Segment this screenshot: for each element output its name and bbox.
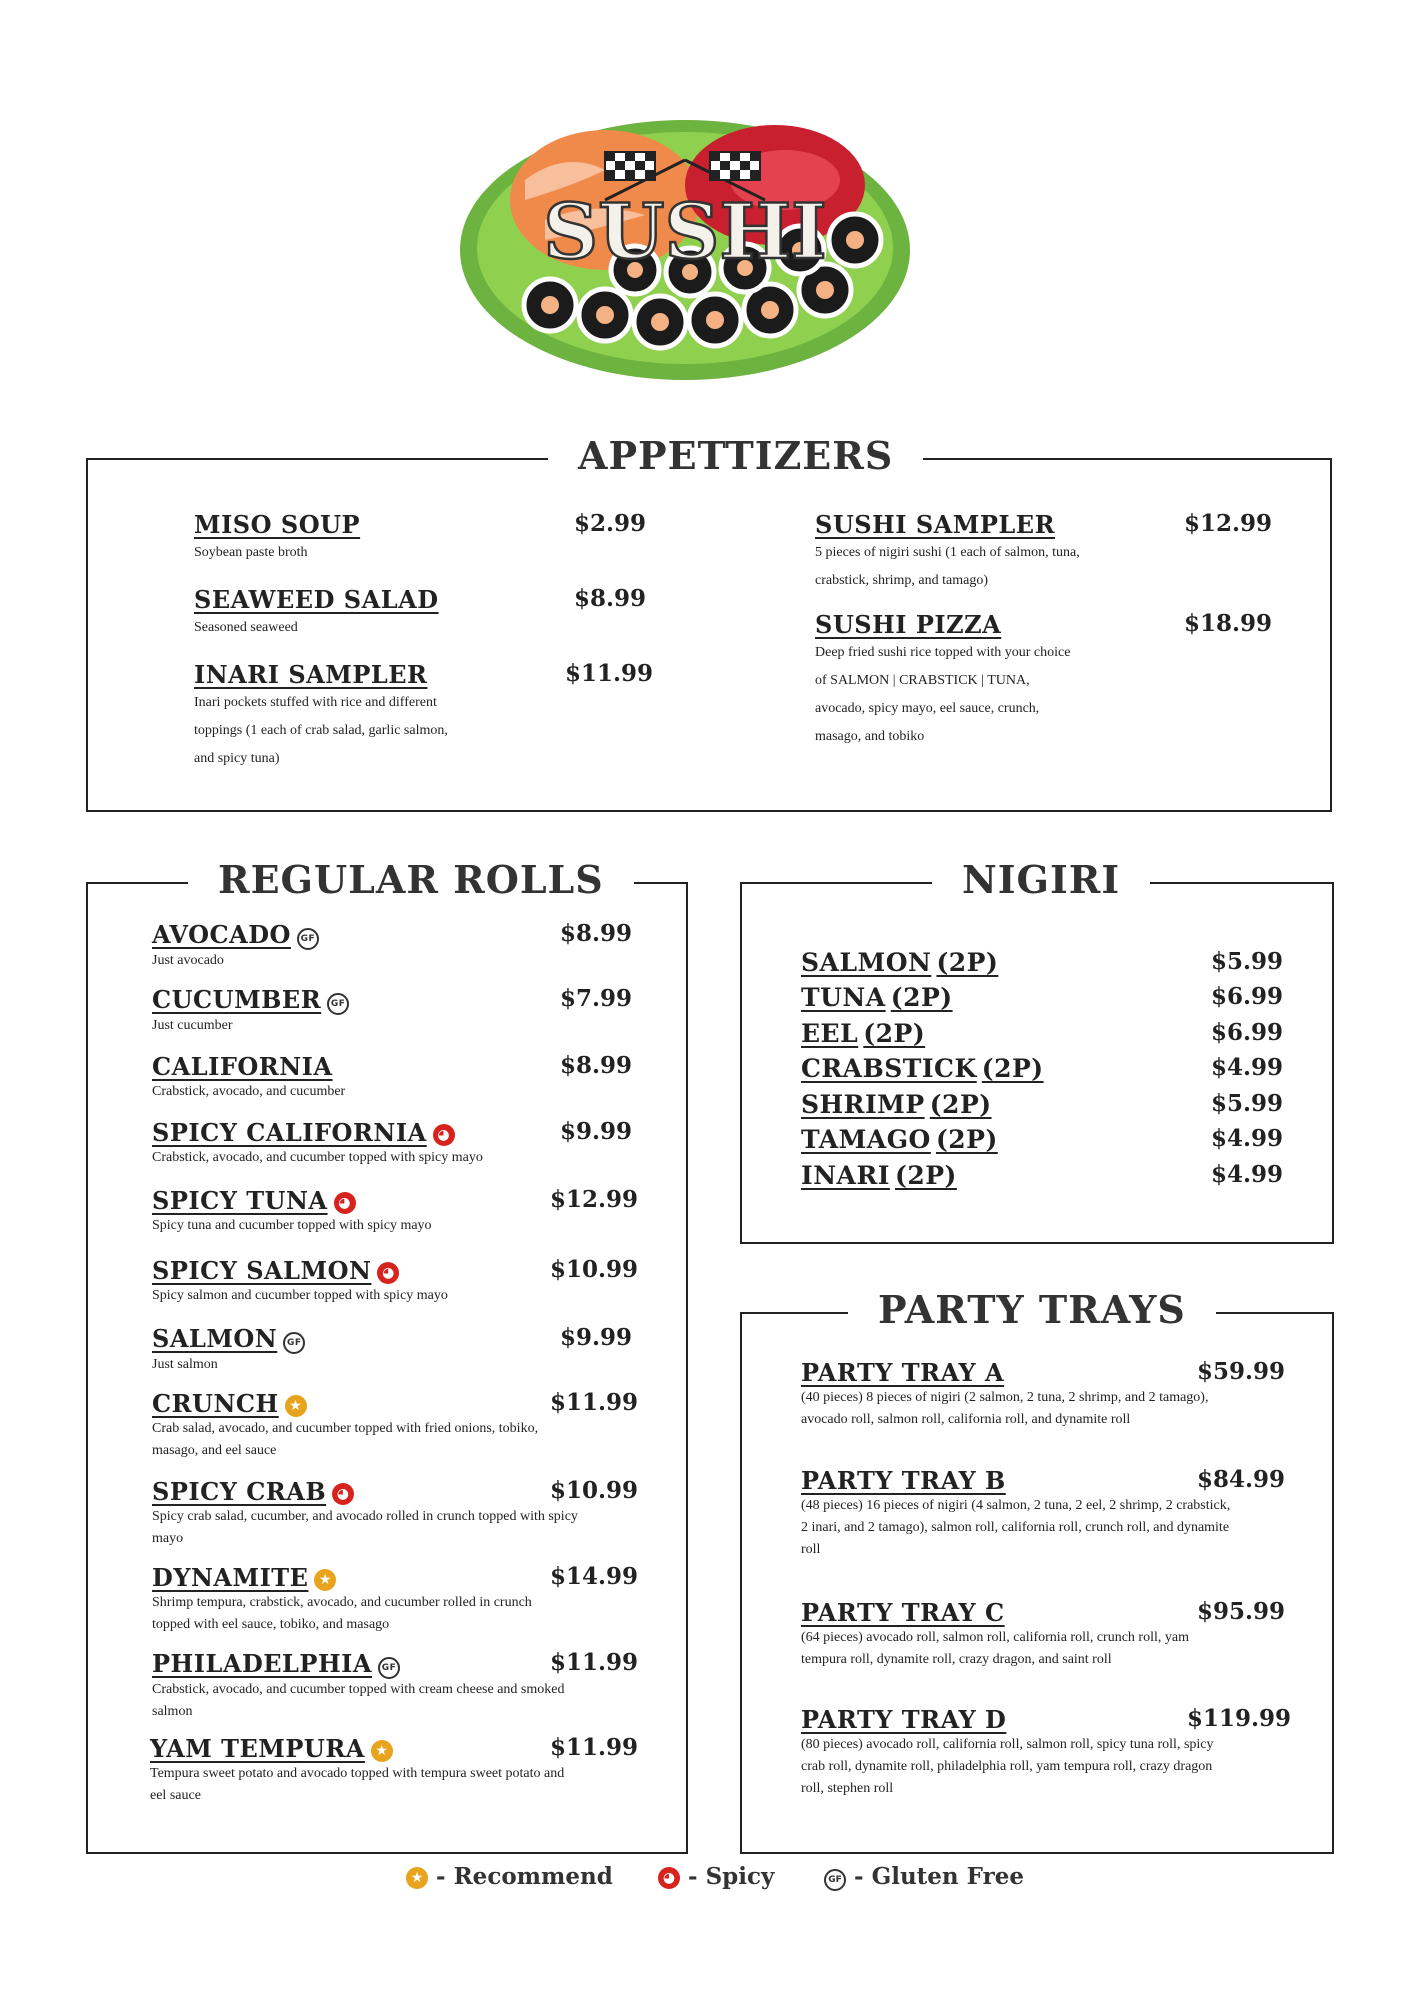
party-trays-section [740, 1287, 1334, 1854]
menu-item [801, 1358, 1286, 1431]
item-desc: mayo [152, 1531, 184, 1546]
item-price: $10.99 [550, 1477, 639, 1504]
item-portion: (2P) [935, 1125, 998, 1154]
item-desc: Soybean paste broth [194, 545, 308, 560]
item-name: MISO SOUP [194, 510, 361, 539]
item-name: CRABSTICK [801, 1054, 977, 1083]
item-price: $18.99 [1184, 610, 1273, 637]
item-desc: tempura roll, dynamite roll, crazy dragon, and saint roll [801, 1652, 1112, 1667]
nigiri-section [740, 857, 1334, 1244]
item-name: AVOCADO GF [152, 920, 622, 950]
party-trays-title: PARTY TRAYS [848, 1288, 1216, 1332]
item-name: PARTY TRAY C [801, 1598, 1005, 1627]
nigiri-row [801, 1054, 1284, 1090]
item-desc: 2 inari, and 2 tamago), salmon roll, california roll, crunch roll, and dynamite [801, 1520, 1230, 1535]
gluten-free-icon: GF [297, 928, 319, 950]
spicy-pepper-icon: ◕ [334, 1192, 356, 1214]
item-name: SPICY TUNA ◕ [152, 1186, 622, 1215]
item-price: $84.99 [1197, 1466, 1286, 1493]
item-desc: Spicy salmon and cucumber topped with spicy mayo [152, 1288, 448, 1303]
item-price: $5.99 [1211, 948, 1284, 975]
legend-spicy-label: - Spicy [688, 1863, 775, 1890]
gluten-free-icon: GF [824, 1869, 846, 1891]
item-price: $59.99 [1197, 1358, 1286, 1385]
menu-item [152, 920, 633, 972]
item-desc: Spicy crab salad, cucumber, and avocado rolled in crunch topped with spicy [152, 1509, 578, 1524]
item-desc: (64 pieces) avocado roll, salmon roll, california roll, crunch roll, yam [801, 1630, 1189, 1645]
item-desc: Crabstick, avocado, and cucumber [152, 1084, 346, 1099]
item-name: SPICY CALIFORNIA ◕ [152, 1118, 622, 1147]
item-desc: Crabstick, avocado, and cucumber topped with spicy mayo [152, 1150, 483, 1165]
item-name: CALIFORNIA [152, 1052, 333, 1081]
menu-item [152, 1256, 639, 1307]
nigiri-row [801, 983, 1284, 1019]
star-icon: ★ [314, 1569, 336, 1591]
item-desc: Shrimp tempura, crabstick, avocado, and cucumber rolled in crunch [152, 1595, 532, 1610]
item-desc: and spicy tuna) [194, 751, 280, 766]
item-desc: roll [801, 1542, 821, 1557]
item-desc: (40 pieces) 8 pieces of nigiri (2 salmon, 2 tuna, 2 shrimp, and 2 tamago), [801, 1390, 1209, 1405]
item-price: $12.99 [1184, 510, 1273, 537]
item-price: $119.99 [1187, 1705, 1292, 1732]
menu-item [152, 1324, 633, 1376]
item-desc: avocado roll, salmon roll, california roll, and dynamite roll [801, 1412, 1131, 1427]
menu-item [152, 1118, 633, 1169]
item-price: $11.99 [550, 1734, 639, 1761]
item-desc: Tempura sweet potato and avocado topped with tempura sweet potato and [150, 1766, 565, 1781]
item-portion: (2P) [936, 948, 999, 977]
item-desc: Just salmon [152, 1357, 218, 1372]
menu-item [152, 1186, 639, 1237]
item-name: CUCUMBER GF [152, 985, 622, 1015]
nigiri-title: NIGIRI [932, 858, 1150, 902]
regular-rolls-title: REGULAR ROLLS [188, 858, 634, 902]
item-price: $4.99 [1211, 1125, 1284, 1152]
item-desc: crab roll, dynamite roll, philadelphia roll, yam tempura roll, crazy dragon [801, 1759, 1213, 1774]
menu-item [815, 610, 1273, 751]
appetizers-title: APPETTIZERS [548, 434, 923, 478]
item-desc: Spicy tuna and cucumber topped with spicy mayo [152, 1218, 432, 1233]
item-desc: salmon [152, 1704, 193, 1719]
item-desc: Just cucumber [152, 1018, 233, 1033]
item-name: PARTY TRAY A [801, 1358, 1005, 1387]
item-desc: eel sauce [150, 1788, 201, 1803]
item-desc: avocado, spicy mayo, eel sauce, crunch, [815, 701, 1040, 716]
appetizers-section [86, 433, 1332, 812]
item-price: $10.99 [550, 1256, 639, 1283]
item-name: SHRIMP [801, 1090, 925, 1119]
item-price: $14.99 [550, 1563, 639, 1590]
item-name: PHILADELPHIA GF [152, 1649, 622, 1679]
item-price: $95.99 [1197, 1598, 1286, 1625]
item-name: EEL [801, 1019, 859, 1048]
item-name: TAMAGO [801, 1125, 931, 1154]
item-name: PARTY TRAY D [801, 1705, 1007, 1734]
item-name: INARI SAMPLER [194, 660, 428, 689]
menu-item [152, 1563, 639, 1636]
legend-spicy [652, 1863, 774, 1890]
item-desc: Seasoned seaweed [194, 620, 298, 635]
nigiri-row [801, 1090, 1284, 1126]
item-desc: of SALMON | CRABSTICK | TUNA, [815, 673, 1030, 688]
menu-item [801, 1598, 1286, 1671]
nigiri-row [801, 1019, 1284, 1055]
item-price: $6.99 [1211, 983, 1284, 1010]
menu-item [150, 1734, 639, 1807]
nigiri-row [801, 1125, 1284, 1161]
item-portion: (2P) [863, 1019, 926, 1048]
item-portion: (2P) [929, 1090, 992, 1119]
item-name: INARI [801, 1161, 890, 1190]
item-portion: (2P) [895, 1161, 957, 1190]
gluten-free-icon: GF [327, 993, 349, 1015]
item-portion: (2P) [890, 983, 953, 1012]
item-price: $4.99 [1211, 1161, 1284, 1188]
legend-recommend [400, 1863, 613, 1890]
spicy-pepper-icon: ◕ [433, 1124, 455, 1146]
spicy-pepper-icon: ◕ [377, 1262, 399, 1284]
item-price: $9.99 [560, 1324, 633, 1351]
item-name: SEAWEED SALAD [194, 585, 439, 614]
spicy-pepper-icon: ◕ [658, 1867, 680, 1889]
item-price: $4.99 [1211, 1054, 1284, 1081]
item-desc: toppings (1 each of crab salad, garlic salmon, [194, 723, 448, 738]
item-name: SPICY SALMON ◕ [152, 1256, 622, 1285]
item-price: $11.99 [565, 660, 654, 687]
item-desc: 5 pieces of nigiri sushi (1 each of salmon, tuna, [815, 545, 1080, 560]
star-icon: ★ [406, 1867, 428, 1889]
item-desc: Crabstick, avocado, and cucumber topped with cream cheese and smoked [152, 1682, 565, 1697]
menu-item [194, 510, 647, 567]
item-price: $9.99 [560, 1118, 633, 1145]
item-desc: roll, stephen roll [801, 1781, 894, 1796]
legend-gluten-free [818, 1863, 1024, 1891]
menu-item [801, 1466, 1286, 1561]
menu-item [194, 660, 654, 773]
item-name: YAM TEMPURA ★ [150, 1734, 620, 1763]
item-portion: (2P) [981, 1054, 1044, 1083]
item-desc: Deep fried sushi rice topped with your choice [815, 645, 1071, 660]
menu-item [152, 1649, 639, 1723]
item-price: $8.99 [574, 585, 647, 612]
gluten-free-icon: GF [283, 1332, 305, 1354]
regular-rolls-section [86, 857, 688, 1854]
item-price: $2.99 [574, 510, 647, 537]
item-name: SPICY CRAB ◕ [152, 1477, 622, 1506]
item-desc: (80 pieces) avocado roll, california roll, salmon roll, spicy tuna roll, spicy [801, 1737, 1214, 1752]
item-name: DYNAMITE ★ [152, 1563, 622, 1592]
item-name: PARTY TRAY B [801, 1466, 1006, 1495]
menu-item [152, 985, 633, 1037]
item-price: $8.99 [560, 1052, 633, 1079]
item-desc: masago, and tobiko [815, 729, 925, 744]
menu-item [152, 1052, 633, 1103]
legend-recommend-label: - Recommend [436, 1863, 613, 1890]
item-desc: crabstick, shrimp, and tamago) [815, 573, 989, 588]
item-name: SALMON [801, 948, 932, 977]
nigiri-row [801, 948, 1284, 984]
gluten-free-icon: GF [378, 1657, 400, 1679]
item-price: $11.99 [550, 1389, 639, 1416]
star-icon: ★ [285, 1395, 307, 1417]
item-desc: masago, and eel sauce [152, 1443, 277, 1458]
item-price: $8.99 [560, 920, 633, 947]
logo-text: SUSHI [543, 187, 827, 276]
item-desc: Just avocado [152, 953, 224, 968]
legend-gluten-free-label: - Gluten Free [854, 1863, 1024, 1890]
item-name: TUNA [801, 983, 886, 1012]
nigiri-row [801, 1161, 1284, 1197]
menu-item [815, 510, 1273, 595]
menu-item [194, 585, 647, 642]
menu-item [801, 1705, 1292, 1800]
item-name: SUSHI SAMPLER [815, 510, 1056, 539]
item-desc: Inari pockets stuffed with rice and different [194, 695, 437, 710]
menu-item [152, 1389, 639, 1462]
item-desc: Crab salad, avocado, and cucumber topped with fried onions, tobiko, [152, 1421, 539, 1436]
sushi-platter-image [455, 90, 915, 390]
item-price: $6.99 [1211, 1019, 1284, 1046]
item-price: $12.99 [550, 1186, 639, 1213]
item-name: SALMON GF [152, 1324, 622, 1354]
item-desc: (48 pieces) 16 pieces of nigiri (4 salmon, 2 tuna, 2 eel, 2 shrimp, 2 crabstick, [801, 1498, 1231, 1513]
item-price: $7.99 [560, 985, 633, 1012]
item-price: $11.99 [550, 1649, 639, 1676]
menu-item [152, 1477, 639, 1550]
item-name: SUSHI PIZZA [815, 610, 1002, 639]
item-price: $5.99 [1211, 1090, 1284, 1117]
item-desc: topped with eel sauce, tobiko, and masago [152, 1617, 390, 1632]
star-icon: ★ [371, 1740, 393, 1762]
spicy-pepper-icon: ◕ [332, 1483, 354, 1505]
item-name: CRUNCH ★ [152, 1389, 622, 1418]
